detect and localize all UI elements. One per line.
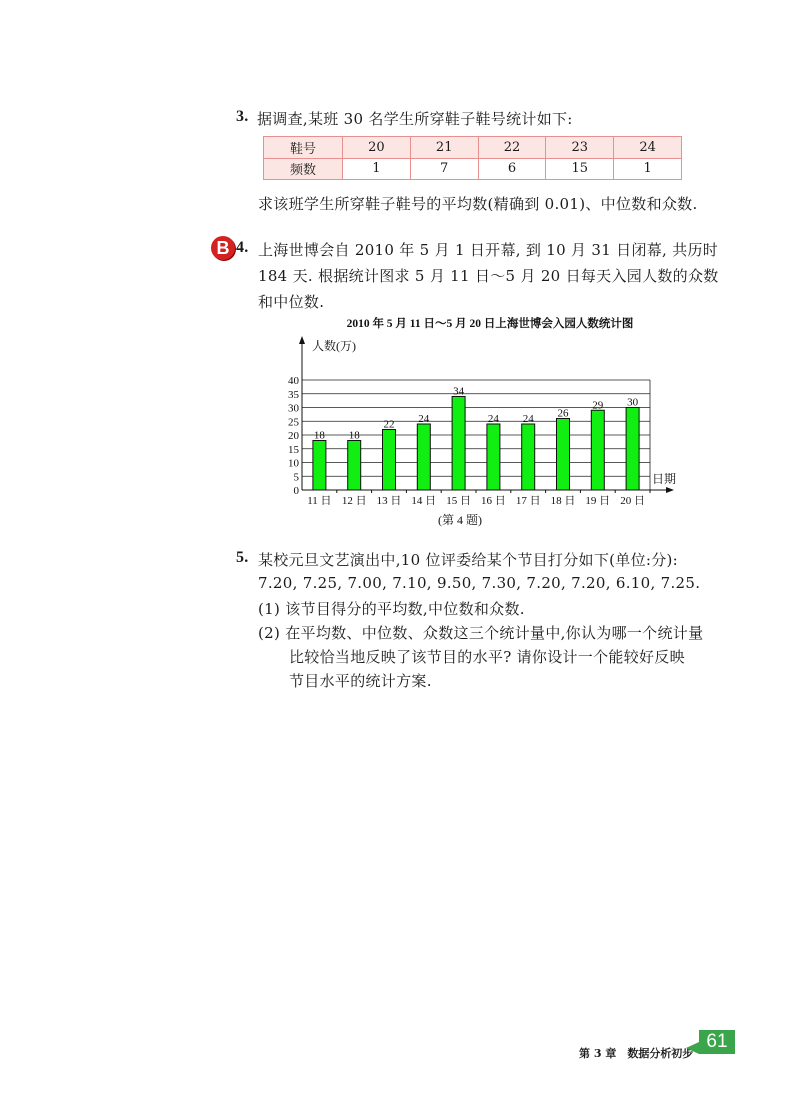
page-number: 61 [699, 1030, 735, 1054]
bar [417, 424, 430, 490]
y-tick-label: 0 [293, 485, 299, 497]
bar [348, 441, 361, 491]
table-cell: 24 [614, 137, 682, 159]
x-tick-label: 19 日 [585, 495, 611, 507]
table-cell: 6 [478, 158, 546, 180]
x-tick-label: 11 日 [307, 495, 332, 507]
q5-part-1: (1) 该节目得分的平均数,中位数和众数. [258, 600, 525, 618]
bar [522, 424, 535, 490]
table-row [264, 137, 682, 159]
level-b-badge: B [211, 236, 235, 260]
chart-title: 2010 年 5 月 11 日～5 月 20 日上海世博会入园人数统计图 [346, 318, 634, 330]
bar-value-label: 34 [453, 385, 465, 398]
q5-part-2-line-3: 节目水平的统计方案. [289, 672, 432, 690]
table-cell: 23 [546, 137, 614, 159]
y-tick-label: 30 [288, 402, 299, 415]
table-cell: 20 [343, 137, 411, 159]
x-tick-label: 16 日 [481, 495, 506, 507]
y-tick-label: 20 [288, 430, 299, 442]
q5-number: 5. [236, 549, 249, 566]
bar [383, 430, 396, 491]
x-tick-label: 14 日 [411, 495, 437, 507]
x-tick-label: 18 日 [550, 495, 576, 507]
bar-value-label: 30 [627, 396, 639, 409]
q3-text: 据调查,某班 30 名学生所穿鞋子鞋号统计如下: [257, 110, 573, 128]
shoe-size-table [263, 136, 682, 180]
x-tick-label: 15 日 [446, 495, 471, 507]
y-tick-label: 5 [293, 471, 299, 484]
bar-value-label: 24 [522, 413, 534, 425]
y-tick-labels [288, 375, 300, 497]
q4-line-1: 上海世博会自 2010 年 5 月 1 日开幕, 到 10 月 31 日闭幕, 共历时 [258, 241, 719, 259]
bar-value-label: 26 [557, 407, 569, 420]
bar-value-label: 29 [592, 399, 604, 412]
y-tick-label: 25 [288, 416, 299, 429]
y-axis-arrow [299, 336, 305, 344]
y-tick-label: 35 [288, 388, 299, 401]
bar-value-label: 24 [487, 413, 499, 425]
x-tick-label: 20 日 [620, 495, 645, 507]
x-tick-label: 12 日 [341, 495, 367, 507]
x-tick-label: 17 日 [515, 495, 541, 507]
page-number-arrow [686, 1042, 699, 1054]
table-cell: 1 [614, 158, 682, 180]
q4-line-2: 184 天. 根据统计图求 5 月 11 日～5 月 20 日每天入园人数的众数 [258, 267, 719, 285]
chapter-title: 第 3 章 数据分析初步 [579, 1047, 694, 1060]
bar-value-label: 24 [418, 413, 430, 425]
bar [626, 408, 639, 491]
attendance-bar-chart [280, 310, 700, 530]
table-cell: 22 [478, 137, 546, 159]
bar [557, 419, 570, 491]
y-tick-label: 15 [288, 443, 299, 456]
bar-value-label: 18 [348, 429, 360, 442]
figure-caption: (第 4 题) [438, 513, 482, 527]
bar [487, 424, 500, 490]
table-row [264, 158, 682, 180]
x-axis-label: 日期 [652, 472, 677, 486]
y-axis-label: 人数(万) [312, 339, 356, 353]
q3-number: 3. [236, 108, 249, 125]
bar [313, 441, 326, 491]
table-cell: 21 [410, 137, 478, 159]
bar-value-label: 18 [313, 429, 325, 442]
q5-part-2-line-1: (2) 在平均数、中位数、众数这三个统计量中,你认为哪一个统计量 [258, 624, 704, 642]
table-cell: 7 [410, 158, 478, 180]
bar-value-label: 22 [383, 418, 395, 431]
bar [591, 410, 604, 490]
table-cell: 15 [546, 158, 614, 180]
table-header-cell: 频数 [264, 158, 343, 180]
bar [452, 397, 465, 491]
q4-number: 4. [236, 239, 249, 256]
q5-line-2: 7.20, 7.25, 7.00, 7.10, 9.50, 7.30, 7.20, 7.20, 6.10, 7.25. [258, 574, 701, 592]
q5-line-1: 某校元旦文艺演出中,10 位评委给某个节目打分如下(单位:分): [258, 551, 679, 569]
q4-line-3: 和中位数. [258, 293, 325, 311]
y-tick-label: 40 [288, 375, 299, 387]
table-header-cell: 鞋号 [264, 137, 343, 159]
q3-ask: 求该班学生所穿鞋子鞋号的平均数(精确到 0.01)、中位数和众数. [258, 195, 698, 213]
y-tick-label: 10 [288, 457, 299, 470]
x-tick-labels [307, 490, 650, 507]
x-tick-label: 13 日 [376, 495, 402, 507]
table-cell: 1 [343, 158, 411, 180]
q5-part-2-line-2: 比较恰当地反映了该节目的水平? 请你设计一个能较好反映 [289, 648, 685, 666]
x-axis-arrow [666, 487, 674, 493]
